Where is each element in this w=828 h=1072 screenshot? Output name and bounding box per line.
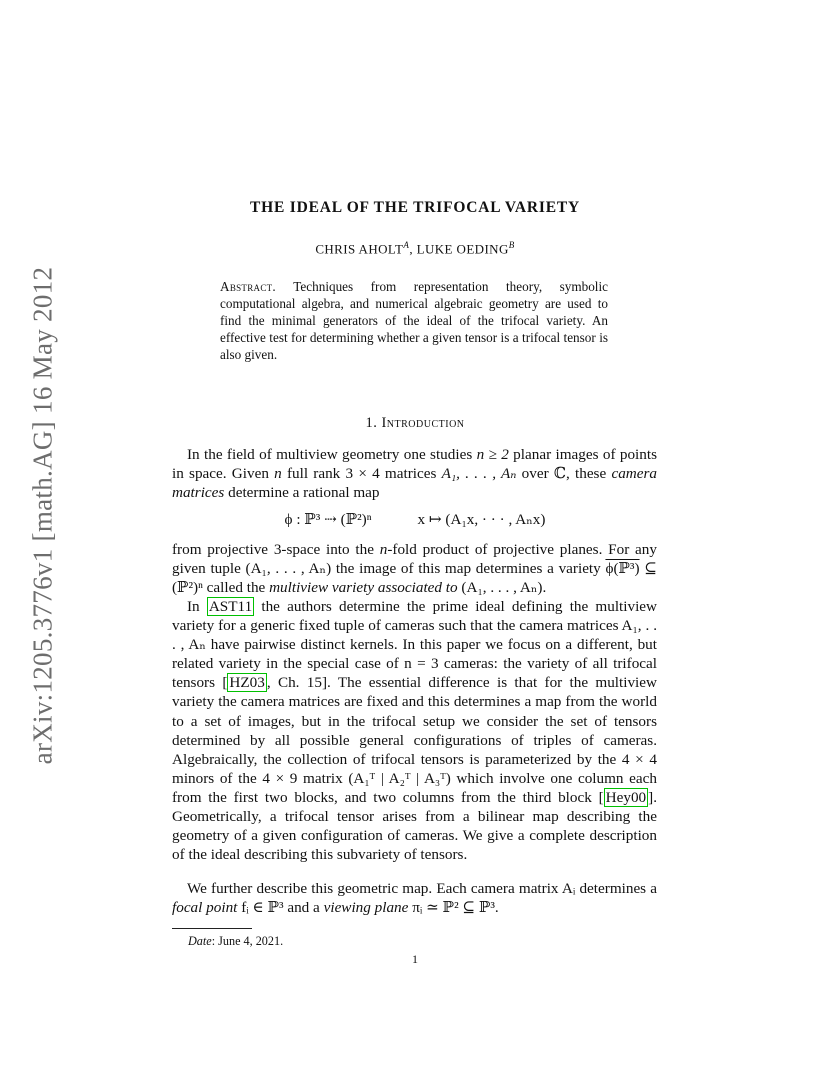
text-run: fᵢ ∈ ℙ³ and a <box>237 899 324 917</box>
paper-title: THE IDEAL OF THE TRIFOCAL VARIETY <box>249 199 581 216</box>
abstract-text: Techniques from representation theory, symbolic computational algebra, and numerical algebraic geometry are used to find the minimal generators of the ideal of the trifocal variety. An effective test for determining whether a given tensor is a trifocal tensor is also given. <box>220 279 608 362</box>
section-title: Introduction <box>381 415 465 431</box>
text-run: ⊆ (ℙ²)ⁿ called the <box>172 560 657 597</box>
text-run: In the field of multiview geometry one studies <box>187 446 477 463</box>
emphasis: viewing plane <box>323 899 409 917</box>
text-run: planar images of points in space. Given <box>172 446 657 483</box>
text-run: ]. Geometrically, a trifocal tensor arises from a bilinear map describing the geometry of a given configuration of cameras. We give a complete description of the ideal describing this subvariety of tensors. <box>172 788 657 864</box>
emphasis: camera matrices <box>172 465 658 502</box>
footnote-label: Date <box>188 934 212 948</box>
paragraph <box>172 879 657 917</box>
arxiv-stamp <box>16 245 70 785</box>
paragraph <box>172 540 657 597</box>
text-run: πᵢ ≃ ℙ² ⊆ ℙ³. <box>408 899 499 917</box>
text-run: over ℂ, these <box>516 465 612 483</box>
text-run: from projective 3-space into the <box>172 541 380 558</box>
display-equation <box>172 510 658 529</box>
abstract <box>220 278 608 363</box>
footnote-rule <box>172 928 252 929</box>
math-expression: n <box>274 465 282 483</box>
paragraph <box>172 445 657 502</box>
author-separator: , <box>409 241 417 257</box>
equation-rule: x ↦ (A₁x, · · · , Aₙx) <box>417 511 546 528</box>
paragraph <box>172 597 657 864</box>
page-number: 1 <box>412 952 418 966</box>
author-name: CHRIS AHOLT <box>315 241 404 257</box>
text-run: , Ch. 15]. The essential difference is that for the multiview variety the camera matrices are fixed and this determines a map from the world to a set of images, but in the trifocal setup we consider the set of tensors determined by all possible general configurations of triples of cameras. Algebraically, the collection of trifocal tensors is parameterized by the 4 × 4 minors of the 4 × 9 matrix (A₁ᵀ | A₂ᵀ | A₃ᵀ) which involve one column each from the first two blocks, and two columns from the third block [ <box>172 674 657 806</box>
math-expression: n <box>379 541 388 558</box>
emphasis: multiview variety associated to <box>269 579 458 597</box>
footnote <box>188 934 283 949</box>
emphasis: focal point <box>172 899 238 917</box>
text-run: In <box>187 598 207 615</box>
author-line <box>172 240 658 257</box>
text-run: (A₁, . . . , Aₙ). <box>457 579 547 597</box>
abstract-label: Abstract. <box>220 279 277 294</box>
text-run: the authors determine the prime ideal defining the multiview variety for a generic fixed tuple of cameras such that the camera matrices A₁, . . . , Aₙ have pairwise distinct kernels. In this paper we focus on a different, but related variety in the special case of n = 3 cameras: the variety of all trifocal tensors [ <box>172 598 658 692</box>
citation-link[interactable]: AST11 <box>208 598 253 615</box>
citation-link[interactable]: HZ03 <box>229 674 265 692</box>
arxiv-identifier: arXiv:1205.3776v1 [math.AG] 16 May 2012 <box>27 266 58 764</box>
footnote-text: : June 4, 2021. <box>211 934 284 948</box>
citation-link[interactable]: Hey00 <box>605 788 647 806</box>
author-name: LUKE OEDING <box>416 241 509 257</box>
affiliation-mark: A <box>403 240 410 250</box>
section-number: 1. <box>365 415 378 431</box>
math-expression: A₁, . . . , Aₙ <box>441 465 517 483</box>
text-run: We further describe this geometric map. Each camera matrix Aᵢ determines a <box>187 880 657 897</box>
text-run: full rank 3 × 4 matrices <box>281 465 442 483</box>
equation-map: ϕ : ℙ³ ⇢ (ℙ²)ⁿ <box>284 511 372 528</box>
math-expression: n ≥ 2 <box>476 446 509 463</box>
text-run: determine a rational map <box>224 484 380 502</box>
affiliation-mark: B <box>508 240 515 250</box>
math-closure: ϕ(ℙ³) <box>605 560 640 578</box>
section-heading <box>172 415 658 432</box>
text-run: -fold product of projective planes. For any given tuple (A₁, . . . , Aₙ) the image of this map determines a variety <box>172 541 657 578</box>
